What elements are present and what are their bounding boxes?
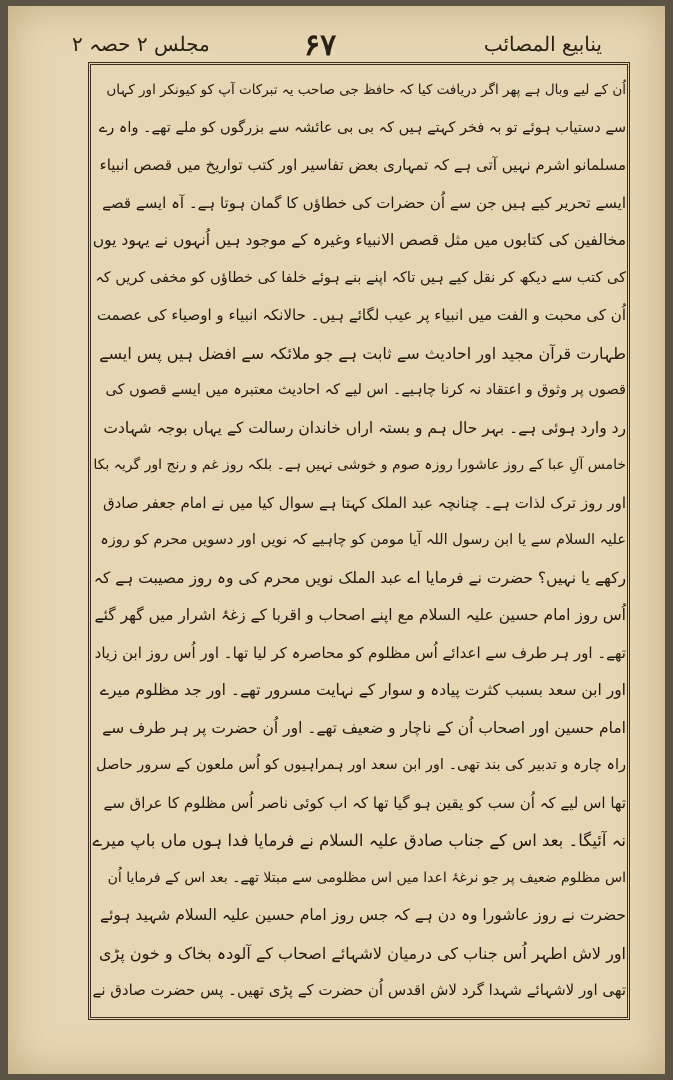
text-line: رکھے یا نہیں؟ حضرت نے فرمایا اے عبد الملک نویں محرم کی وہ روز مصیبت ہے کہ [93,568,626,587]
text-line: مسلمانو اشرم نہیں آتی ہے کہ تمہاری بعض تفاسیر اور کتب تواریخ میں قصص انبیاء [99,156,626,174]
text-line: نہ آئیگا۔ بعد اس کے جناب صادق علیہ السلام نے فرمایا فدا ہوں ماں باپ میرے [92,831,626,850]
text-line: قصوں پر وثوق و اعتقاد نہ کرنا چاہیے۔ اس لیے کہ احادیث معتبرہ میں ایسے قصوں کی [105,382,626,398]
text-line: اُن کے لیے وبال ہے پھر اگر دریافت کیا کہ حافظ جی صاحب یہ تبرکات آپ کو کیونکر اور کہاں [106,82,626,98]
text-line: اور لاش اطہر اُس جناب کی درمیان لاشہائے اصحاب کے آلودہ بخاک و خون پڑی [99,943,626,963]
text-line: اور ابن سعد بسبب کثرت پیادہ و سوار کے نہایت مسرور تھے۔ اور جد مظلوم میرے [99,681,626,699]
text-line: علیہ السلام سے یا ابن رسول اللہ آیا مومن کو چاہیے کہ نویں اور دسویں محرم کو روزہ [100,532,626,548]
body-text [92,72,626,1010]
page-number: ۶۷ [304,28,337,63]
text-line: اور روز ترک لذات ہے۔ چنانچہ عبد الملک کہتا ہے سوال کیا میں نے امام جعفر صادق [102,493,626,512]
text-line: خامس آلِ عبا کے روز عاشورا روزہ صوم و خوشی نہیں ہے۔ بلکہ روز غم و رنج اور گریہ بکا [93,457,626,473]
text-line: کی کتب سے دیکھ کر نقل کیے ہیں تاکہ اپنے بنے ہوئے خلفا کی خطاؤں کو مخفی کریں کہ [95,269,626,286]
text-line: طہارت قرآن مجید اور احادیث سے ثابت ہے جو ملائکہ سے افضل ہیں پس ایسے [99,343,626,363]
text-line: راہ چارہ و تدبیر کی بند تھی۔ اور ابن سعد اور ہمراہیوں کو اُس ملعون کے سرور حاصل [95,757,626,773]
text-line: تھے۔ اور ہر طرف سے اعدائے اُس مظلوم کو محاصرہ کر لیا تھا۔ اور اُس روز ابن زیاد [94,643,626,662]
section-title: مجلس ۲ حصہ ۲ [72,32,210,56]
text-line: اس مظلوم ضعیف پر جو نرغۂ اعدا میں اس مظلومی سے مبتلا تھے۔ بعد اس کے فرمایا اُن [107,869,626,886]
text-line: تھا اس لیے کہ اُن سب کو یقین ہو گیا تھا کہ اب کوئی ناصر اُس مظلوم کا عراق سے [103,793,626,812]
text-line: رد وارد ہوئی ہے۔ بہر حال ہم و بستہ اراں خاندان رسالت کے یہاں بوجہ شہادت [103,418,626,437]
text-line: تھی اور لاشہائے شہدا گرد لاش اقدس اُن حضرت کے پڑی تھیں۔ پس حضرت صادق نے [92,981,626,999]
text-line: حضرت نے روز عاشورا وہ دن ہے کہ جس روز امام حسین علیہ السلام شہید ہوئے [100,906,626,924]
text-line: ایسے تحریر کیے ہیں جن سے اُن حضرات کی خطاؤں کا گمان ہوتا ہے۔ آہ ایسے قصے [102,193,626,212]
text-line: امام حسین اور اصحاب اُن کے ناچار و ضعیف تھے۔ اور اُن حضرت پر ہر طرف سے [102,718,626,737]
text-line: اُن کی محبت و الفت میں انبیاء پر عیب لگائے ہیں۔ حالانکہ انبیاء و اوصیاء کی عصمت [96,306,626,324]
text-line: اُس روز امام حسین علیہ السلام مع اپنے اصحاب و اقربا کے زغۂ اشرار میں گھر گئے [94,606,626,624]
text-line: مخالفین کی کتابوں میں مثل قصص الانبیاء وغیرہ کے موجود ہیں اُنہوں نے یہود یوں [92,231,626,249]
text-line: سے دستیاب ہوئے تو بہ فخر کہتے ہیں کہ بی بی عائشہ سے بزرگوں کو ملے تھے۔ واہ رے [98,119,626,136]
book-title: ینابیع المصائب [483,32,602,56]
